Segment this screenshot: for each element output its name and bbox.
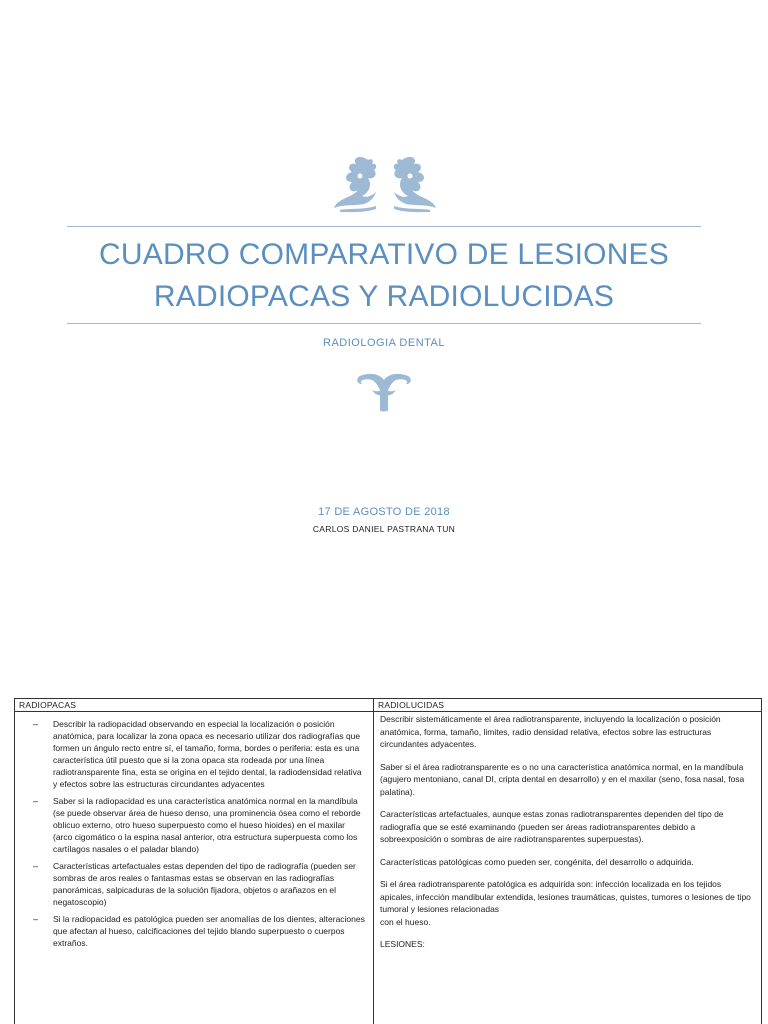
lesiones-label: LESIONES:	[380, 939, 425, 949]
radiopacas-header: RADIOPACAS	[15, 699, 373, 712]
scroll-ornament-icon	[330, 152, 440, 214]
dash-bullet-icon: –	[33, 914, 39, 924]
dash-bullet-icon: –	[33, 796, 39, 806]
title-line-1: CUADRO COMPARATIVO DE LESIONES	[99, 238, 669, 271]
radiopacas-list	[15, 718, 373, 949]
dash-bullet-icon: –	[33, 861, 39, 871]
comparison-table	[14, 698, 762, 1024]
paragraph: con el hueso.	[380, 916, 431, 927]
paragraph: Saber si el área radiotransparente es o no una característica anatómica normal, en la mandíbula (agujero mentoniano, canal DI, cripta dental en desarrollo) y en el maxilar (seno, fosa nasal, fosa palatina).	[380, 761, 745, 797]
document-title	[67, 234, 701, 318]
document-date: 17 DE AGOSTO DE 2018	[318, 506, 450, 518]
paragraph: Características artefactuales, aunque estas zonas radiotransparentes dependen del tipo de radiografía que se esté examinando (pueden ser áreas radiotransparentes debido a sobreexposición o sombras de aire radiotransparentes superpuestas).	[380, 809, 724, 844]
title-rule-top	[67, 226, 701, 227]
paragraph: Características patológicas como pueden ser, congénita, del desarrollo o adquirida.	[380, 856, 694, 867]
list-item: – Si la radiopacidad es patológica pueden ser anomalías de los dientes, alteraciones que afectan al hueso, calcificaciones del tejido blando superpuesto o cuerpos extraños.	[33, 914, 365, 948]
paragraph: Describir sistemáticamente el área radiotransparente, incluyendo la localización o posición anatómica, forma, tamaño, limites, radio densidad relativa, efectos sobre las estructuras circundantes adyacentes.	[380, 714, 721, 749]
radiolucidas-column	[374, 699, 761, 1024]
radiopacas-column	[15, 699, 374, 1024]
subtitle: RADIOLOGIA DENTAL	[323, 337, 445, 349]
fleur-ornament-icon	[354, 370, 414, 414]
paragraph: Si el área radiotransparente patológica es adquirida son: infección localizada en los tejidos apicales, infección mandibular extendida, lesiones traumáticas, quistes, tumores o lesiones de tipo tumoral y lesiones relacionadas	[380, 879, 751, 914]
title-rule-bottom	[67, 323, 701, 324]
list-item: – Características artefactuales estas dependen del tipo de radiografía (pueden ser sombras de aros reales o fantasmas estas se observan en las radiografías panorámicas, salpicaduras de la solución fijadora, objetos o arañazos en el negatoscopio)	[33, 861, 356, 907]
dash-bullet-icon: –	[33, 719, 39, 729]
list-item: – Describir la radiopacidad observando en especial la localización o posición anatómica, para localizar la zona opaca es necesario utilizar dos radiografías que formen un ángulo recto entre sí, el tamaño, forma, bordes o periferia: esta es una característica útil puesto que si la zona opaca sta rodeada por una línea radiotransparente fina, esta se origina en el tejido dental, la radiodensidad relativa y efectos sobre las estructuras circundantes adyacentes	[33, 719, 362, 789]
radiolucidas-header: RADIOLUCIDAS	[374, 699, 761, 712]
author-name: CARLOS DANIEL PASTRANA TUN	[312, 524, 456, 534]
title-line-2: RADIOPACAS Y RADIOLUCIDAS	[153, 280, 615, 313]
list-item: – Saber si la radiopacidad es una característica anatómica normal en la mandíbula (se puede observar área de hueso denso, una prominencia ósea como el reborde oblicuo externo, otro hueso superpuesto como el hueso hioides) en el maxilar (arco cigomático o la espina nasal anterior, otra estructura superpuesta como los cartílagos nasales o el paladar blando)	[33, 796, 361, 854]
